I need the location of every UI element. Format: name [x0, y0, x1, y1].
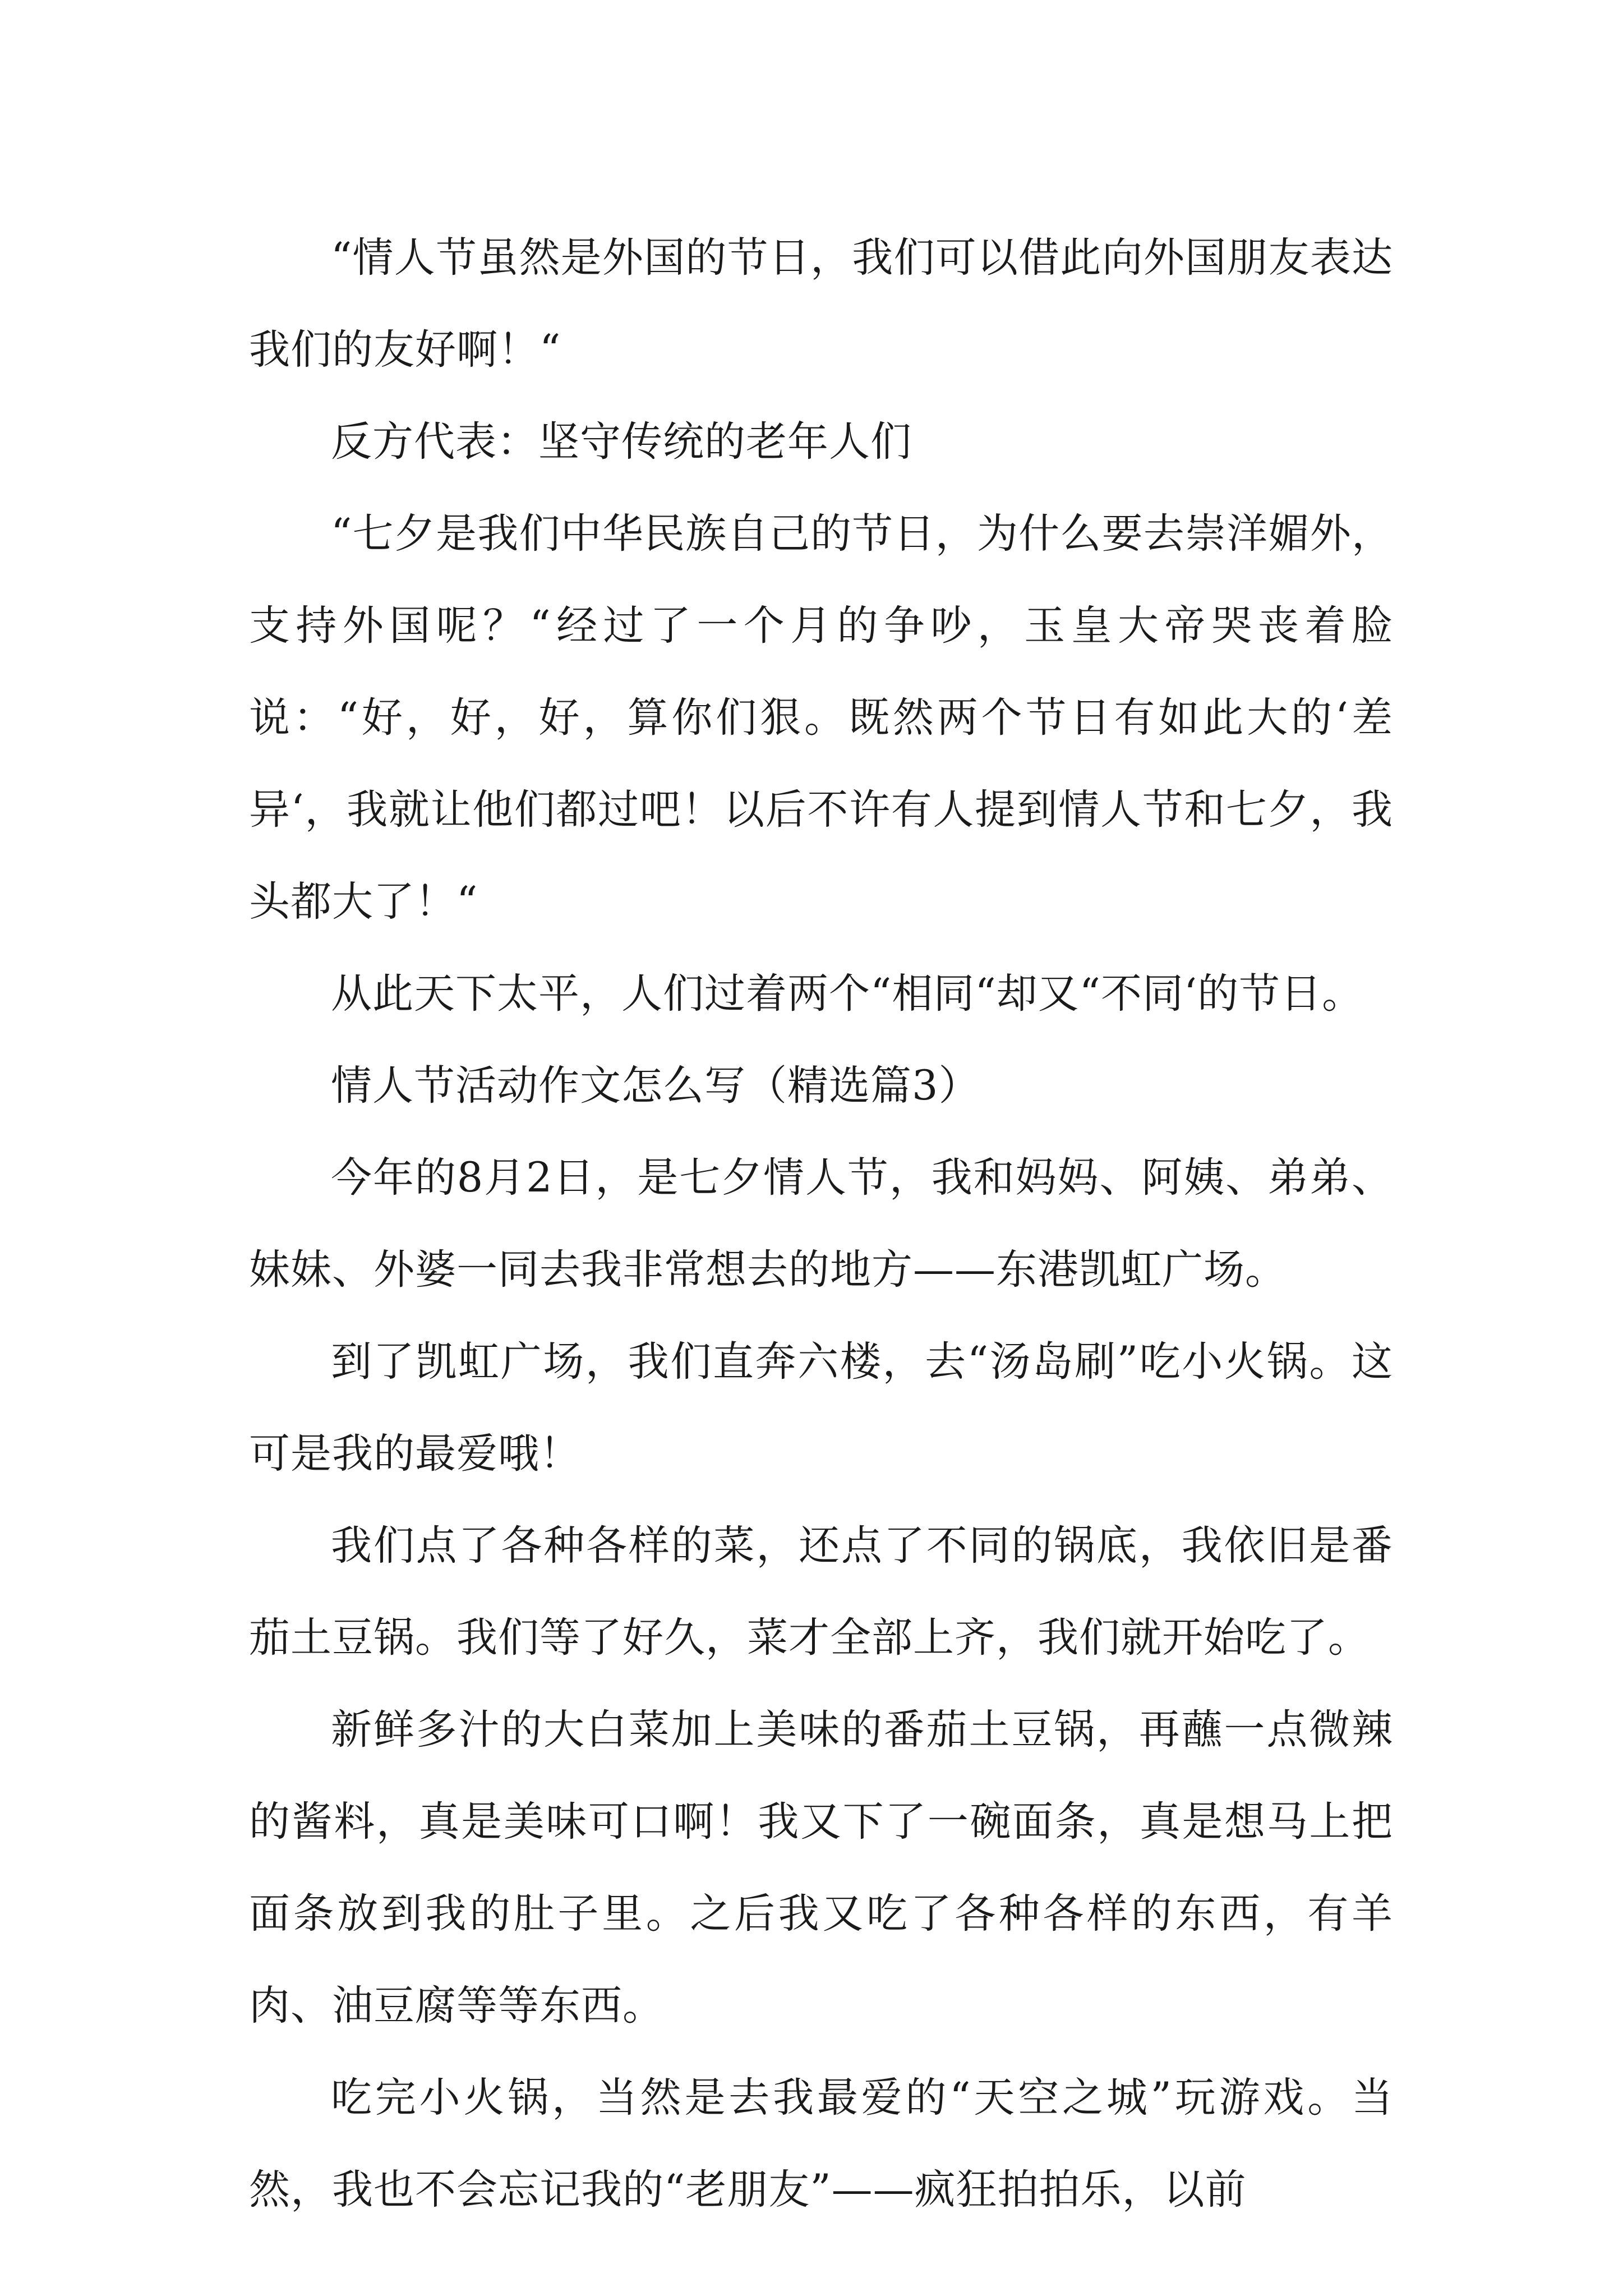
- paragraph: 反方代表：坚守传统的老年人们: [331, 418, 912, 466]
- paragraph: “情人节虽然是外国的节日，我们可以借此向外国朋友表达我们的友好啊！“: [249, 234, 1393, 374]
- paragraph: 我们点了各种各样的菜，还点了不同的锅底，我依旧是番茄土豆锅。我们等了好久，菜才全部上齐，我们就开始吃了。: [249, 1522, 1393, 1662]
- paragraph: “七夕是我们中华民族自己的节日，为什么要去崇洋媚外，支持外国呢？“经过了一个月的争吵，玉皇大帝哭丧着脸说：“好，好，好，算你们狠。既然两个节日有如此大的‘差异‘，我就让他们都过吧！以后不许有人提到情人节和七夕，我头都大了！“: [249, 510, 1393, 926]
- section-heading: 情人节活动作文怎么写（精选篇3）: [331, 1062, 980, 1110]
- paragraph: 今年的8月2日，是七夕情人节，我和妈妈、阿姨、弟弟、妹妹、外婆一同去我非常想去的地方——东港凯虹广场。: [249, 1154, 1393, 1294]
- paragraph: 吃完小火锅，当然是去我最爱的“天空之城”玩游戏。当然，我也不会忘记我的“老朋友”——疯狂拍拍乐，以前: [249, 2074, 1393, 2214]
- paragraph: 到了凯虹广场，我们直奔六楼，去“汤岛刷”吃小火锅。这可是我的最爱哦！: [249, 1338, 1393, 1478]
- paragraph: 新鲜多汁的大白菜加上美味的番茄土豆锅，再蘸一点微辣的酱料，真是美味可口啊！我又下了一碗面条，真是想马上把面条放到我的肚子里。之后我又吃了各种各样的东西，有羊肉、油豆腐等等东西。: [249, 1706, 1393, 2030]
- paragraph: 从此天下太平，人们过着两个“相同“却又“不同‘的节日。: [331, 970, 1364, 1018]
- body-text: [249, 212, 1393, 2236]
